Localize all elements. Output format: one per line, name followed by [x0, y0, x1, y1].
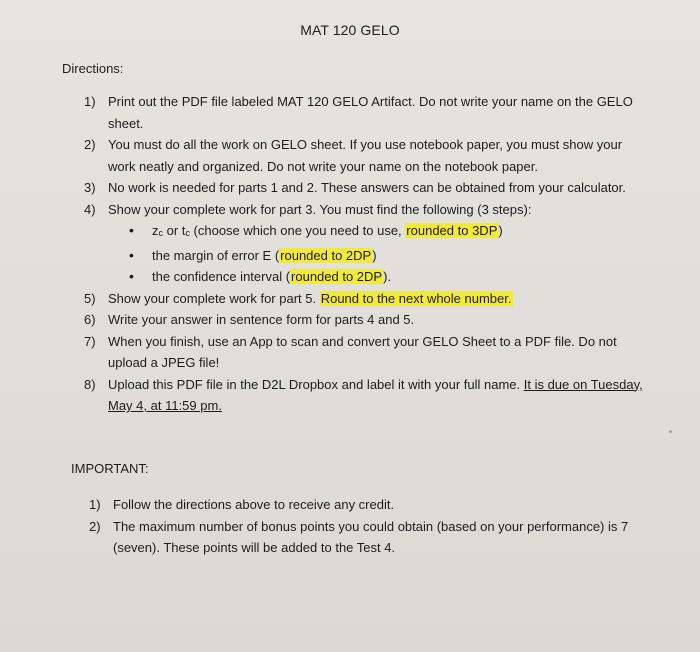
direction-item-7 [84, 331, 644, 374]
steps-list [108, 220, 644, 288]
item-text: No work is needed for parts 1 and 2. These answers can be obtained from your calculator. [108, 180, 626, 195]
step-text: the confidence interval ( [152, 269, 291, 284]
item-number: 5) [84, 290, 96, 306]
item-text: Write your answer in sentence form for parts 4 and 5. [108, 312, 415, 327]
item-text: Print out the PDF file labeled MAT 120 GELO Artifact. Do not write your name on the GELO sheet. [108, 94, 633, 131]
item-number: 7) [84, 333, 96, 349]
item-number: 1) [84, 94, 96, 109]
item-number: 3) [84, 180, 96, 195]
item-number: 6) [84, 312, 96, 327]
step-text-end: ). [383, 269, 392, 284]
item-number: 2) [84, 137, 96, 152]
direction-item-1 [84, 91, 644, 134]
item-text: Show your complete work for part 5. [108, 290, 320, 306]
t-symbol: t [181, 223, 186, 238]
bullet-icon: • [129, 268, 134, 284]
step-item-margin-of-error [108, 245, 644, 267]
step-item-confidence-interval [108, 266, 644, 288]
direction-item-6 [84, 309, 644, 331]
important-heading: IMPORTANT: [71, 461, 149, 476]
step-text: the margin of error E ( [152, 247, 280, 263]
item-text: The maximum number of bonus points you could obtain (based on your performance) is 7 (seven). These points will be added to the Test 4. [113, 518, 629, 555]
item-number: 2) [89, 518, 101, 534]
step-text: (choose which one you need to use, [189, 223, 406, 238]
highlighted-text: rounded to 2DP [291, 269, 383, 284]
direction-item-2 [84, 134, 644, 177]
direction-item-3 [84, 177, 644, 199]
important-list [89, 494, 649, 559]
highlighted-text: rounded to 3DP [406, 223, 498, 238]
page-title: MAT 120 GELO [300, 22, 400, 38]
item-text: You must do all the work on GELO sheet. If you use notebook paper, you must show your work neatly and organized. Do not write your name on the notebook paper. [108, 137, 623, 174]
bullet-icon: • [129, 246, 134, 263]
or-text: or [163, 223, 182, 238]
t-subscript: c [185, 228, 190, 238]
directions-heading: Directions: [62, 61, 124, 76]
directions-list [84, 91, 644, 417]
item-text: Show your complete work for part 3. You must find the following (3 steps): [108, 201, 532, 217]
direction-item-8 [84, 374, 644, 417]
item-text: Upload this PDF file in the D2L Dropbox and label it with your full name. [108, 376, 524, 392]
due-date-text: It is due on Tuesday, May 4, at 11:59 pm. [108, 376, 643, 413]
bullet-icon: • [129, 222, 134, 238]
paper-speck [669, 430, 672, 433]
item-number: 4) [84, 201, 96, 217]
direction-item-5 [84, 288, 644, 310]
z-subscript: c [158, 228, 163, 238]
direction-item-4 [84, 199, 644, 288]
step-item-critical-value [108, 220, 644, 245]
important-item-2 [89, 516, 649, 559]
highlighted-text: Round to the next whole number. [320, 290, 512, 306]
item-number: 1) [89, 497, 101, 512]
item-text: When you finish, use an App to scan and convert your GELO Sheet to a PDF file. Do not upload a JPEG file! [108, 333, 617, 370]
step-text-end: ) [372, 247, 377, 263]
z-symbol: z [152, 223, 159, 238]
highlighted-text: rounded to 2DP [280, 247, 372, 263]
important-item-1 [89, 494, 649, 516]
item-text: Follow the directions above to receive any credit. [113, 497, 395, 512]
step-text-end: ) [498, 223, 503, 238]
item-number: 8) [84, 376, 96, 392]
